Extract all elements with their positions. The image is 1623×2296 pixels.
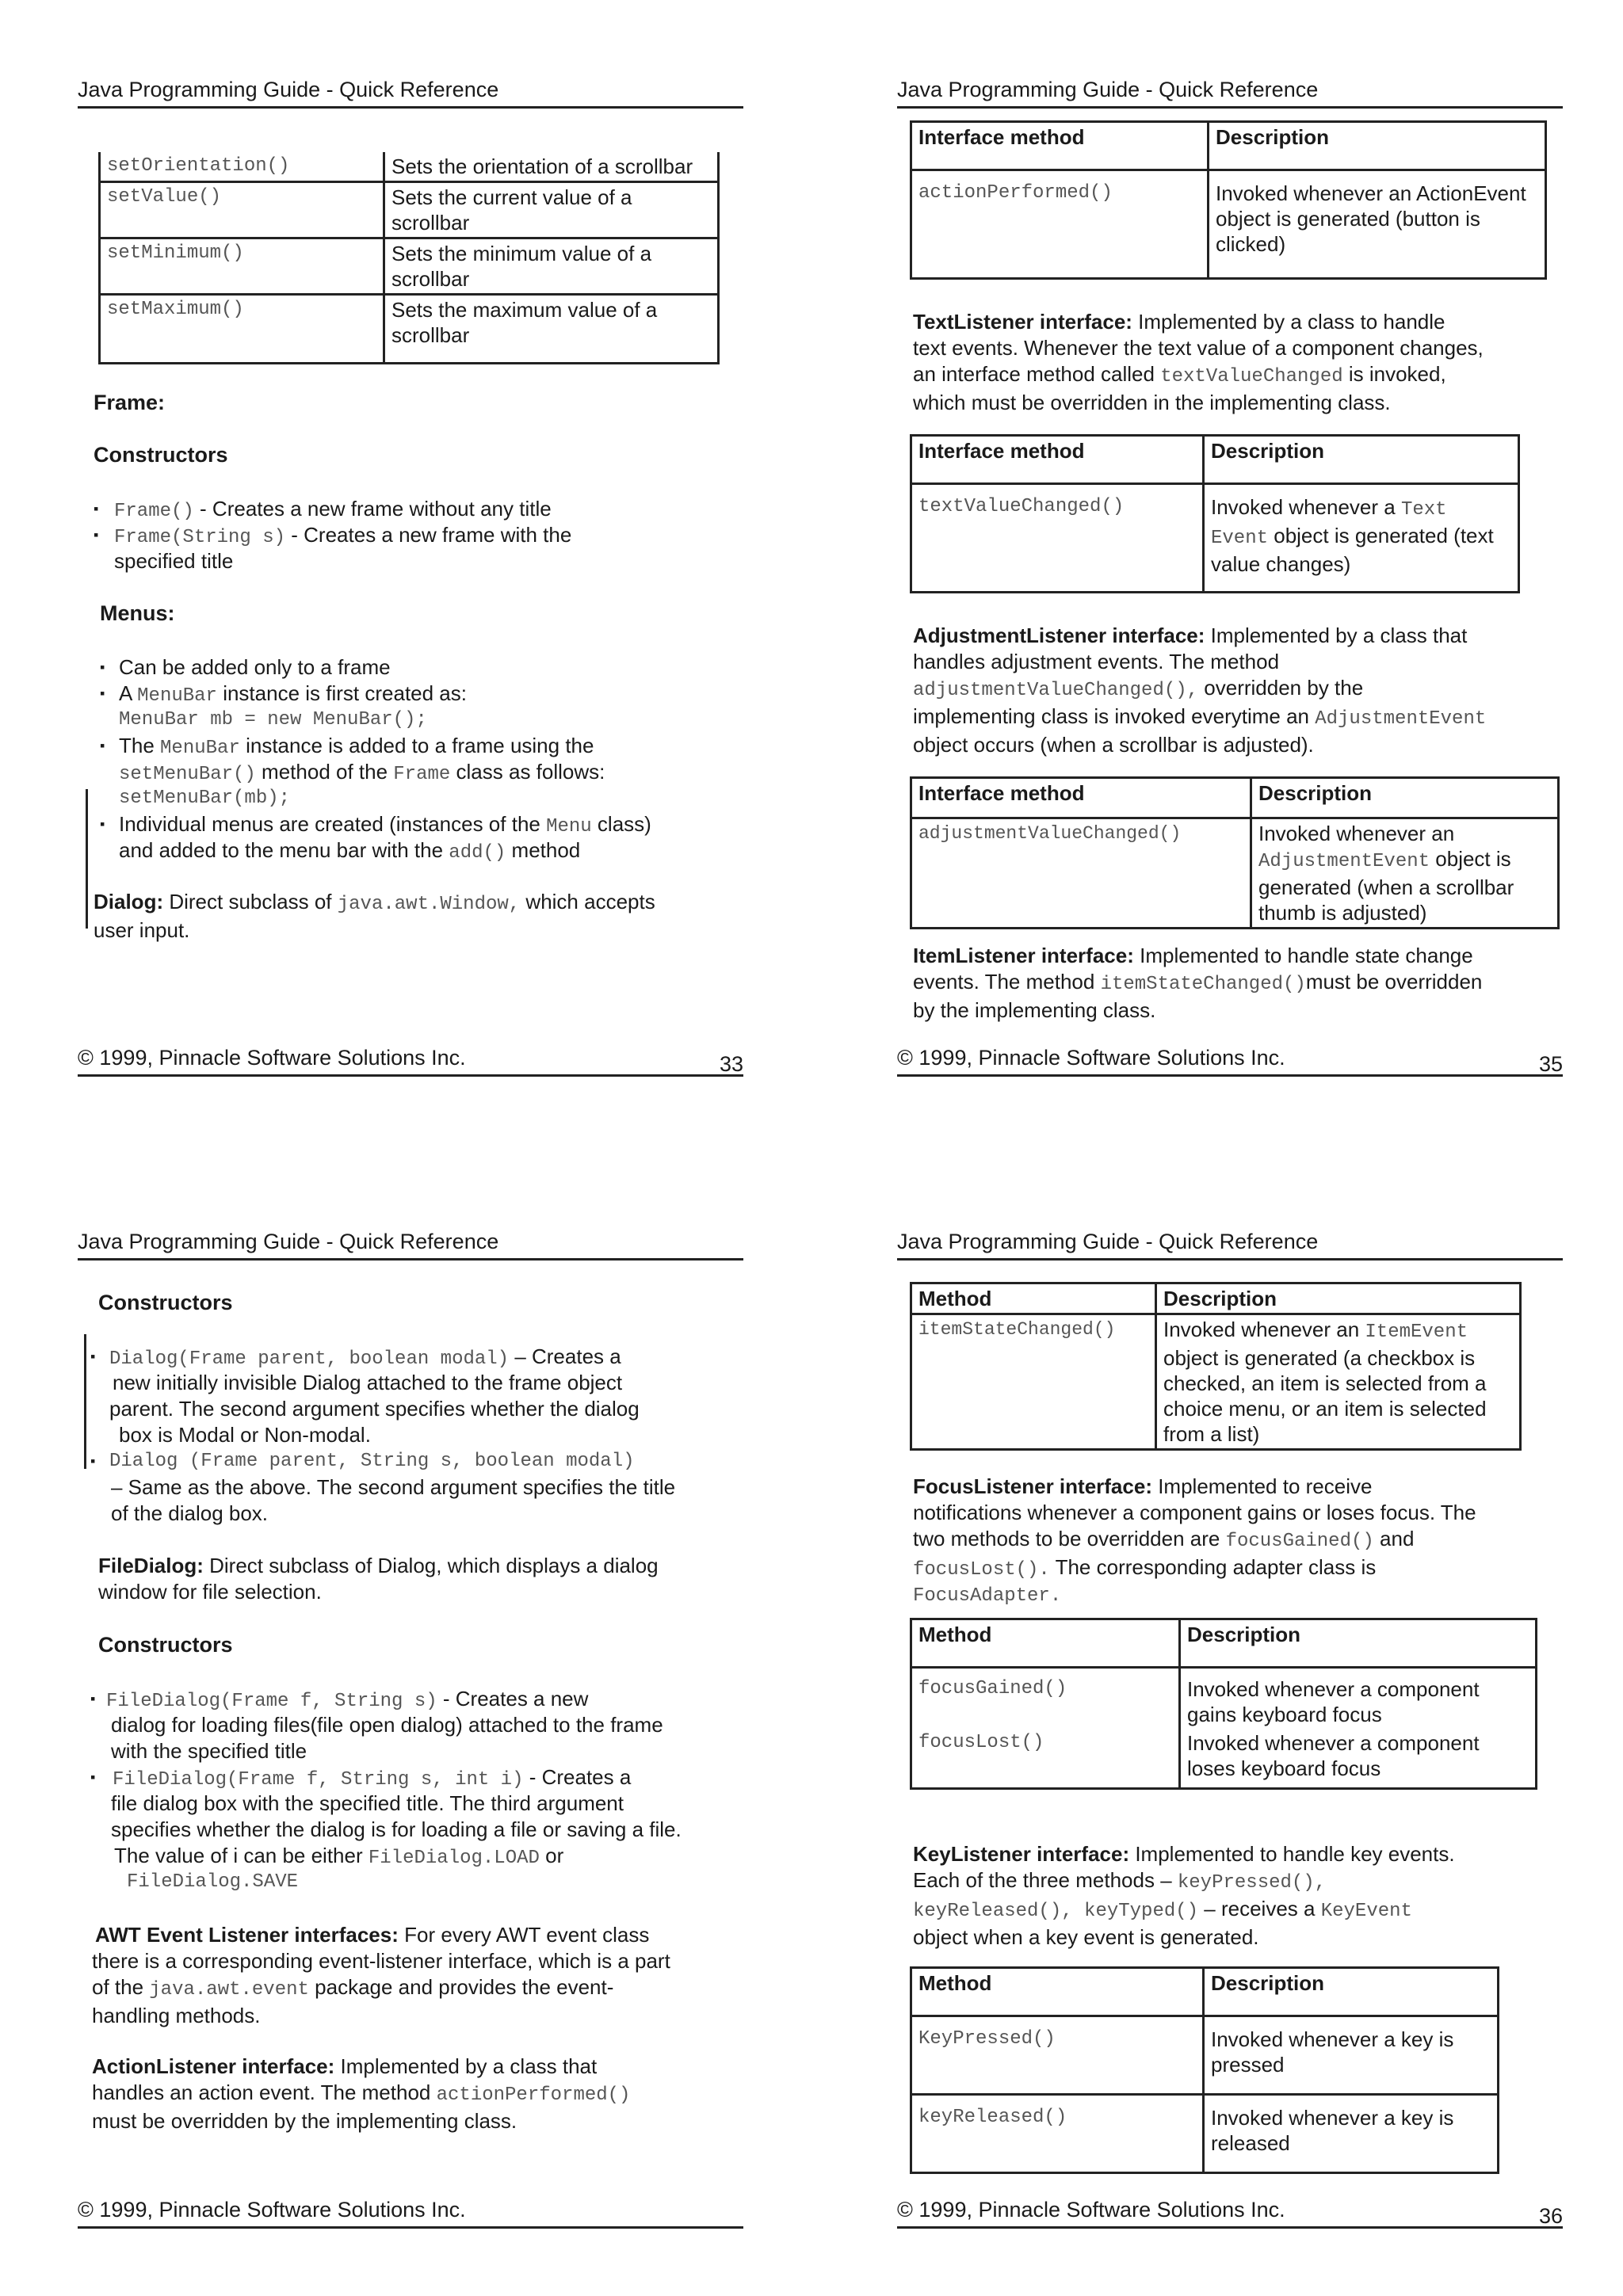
code: AdjustmentEvent [1258,851,1430,872]
code: KeyEvent [1320,1901,1412,1922]
text: an interface method called [913,362,1161,386]
text: - Creates a new frame with the [285,523,572,547]
text: object occurs (when a scrollbar is adjusted). [913,733,1314,757]
text: For every AWT event class [398,1923,650,1947]
column-header: Description [1251,778,1559,818]
text: handling methods. [92,2004,261,2027]
table-row [911,1283,1521,1314]
text: box is Modal or Non-modal. [119,1423,371,1447]
column-header: Interface method [911,778,1251,818]
description-cell: Invoked whenever a key is pressed [1204,2016,1499,2095]
section-title-constructors: Constructors [98,1291,233,1314]
text: - Creates a new [437,1687,589,1711]
table-row [911,122,1546,170]
table-row [100,238,719,295]
text: and added to the menu bar with the [119,838,449,862]
text: there is a corresponding event-listener interface, which is a part [92,1949,670,1973]
bullet-icon: ▪ [100,685,105,701]
code: MenuBar mb = new MenuBar(); [119,709,427,730]
description-cell: Sets the orientation of a scrollbar [384,152,719,182]
section-title-constructors: Constructors [98,1633,233,1657]
text: overridden by the [1198,676,1364,700]
text: package and provides the event- [308,1975,614,1999]
description-cell: Invoked whenever an ActionEvent object is generated (button is clicked) [1209,170,1546,279]
text: Can be added only to a frame [119,655,391,679]
term: Dialog: [94,890,164,913]
text: Implemented by a class to handle [1132,310,1445,334]
key-listener-table [910,1966,1499,2174]
code: setMenuBar() [119,764,256,785]
text: is invoked, [1342,362,1446,386]
method-cell: setMaximum() [100,295,384,364]
bullet-icon: ▪ [90,1691,96,1707]
method-cell: adjustmentValueChanged() [911,818,1251,929]
column-header: Description [1156,1283,1521,1314]
text: two methods to be overridden are [913,1527,1226,1550]
text: class as follows: [450,760,605,784]
code: MenuBar [137,685,217,707]
description-cell: Sets the minimum value of a scrollbar [384,238,719,295]
method-cell: KeyPressed() [911,2016,1204,2095]
table-row [100,295,719,364]
filedialog-paragraph [98,1553,740,1605]
text: method [506,838,581,862]
term: KeyListener interface: [913,1842,1130,1866]
bullet-icon: ▪ [100,738,105,753]
text: A [119,681,138,705]
text: method of the [255,760,394,784]
term: AWT Event Listener interfaces: [95,1923,399,1947]
bullet-icon: ▪ [94,527,99,543]
text: notifications whenever a component gains or loses focus. The [913,1501,1476,1524]
column-header: Description [1204,436,1519,484]
code: FileDialog(Frame f, String s) [106,1691,437,1712]
page-33 [78,76,743,1090]
text-listener-paragraph [913,309,1555,416]
dialog-paragraph [94,889,727,944]
text: Direct subclass of [163,890,338,913]
change-bar [84,1334,86,1469]
code: focusLost(). [913,1559,1050,1581]
column-header: Method [911,1283,1156,1314]
action-listener-table [910,120,1547,280]
section-title-menus: Menus: [100,601,175,625]
page-header: Java Programming Guide - Quick Reference [78,76,743,109]
term: FocusListener interface: [913,1474,1152,1498]
text: The value of i can be either [114,1844,369,1867]
column-header: Method [911,1968,1204,2016]
code: itemStateChanged() [1100,974,1306,995]
adjustment-listener-table [910,776,1560,929]
text: and [1373,1527,1415,1550]
method-cell: itemStateChanged() [911,1314,1156,1450]
copyright: © 1999, Pinnacle Software Solutions Inc. [78,1046,466,1070]
table-row [911,2016,1499,2095]
item-listener-table [910,1282,1522,1451]
column-header: Description [1180,1619,1537,1668]
method-cell: textValueChanged() [911,484,1204,593]
text: must be overridden by the implementing class. [92,2109,517,2133]
text: instance is first created as: [216,681,467,705]
text: file dialog box with the specified title. The third argument [111,1791,624,1815]
list-item [94,522,727,578]
text: - Creates a [523,1765,632,1789]
bullet-icon: ▪ [100,816,105,832]
text: The [119,734,161,757]
text: handles adjustment events. The method [913,650,1280,673]
text: which accepts [520,890,655,913]
text: Invoked whenever an [1163,1318,1365,1341]
code: Menu [546,816,592,837]
text: Implemented by a class that [334,2054,598,2078]
text: new initially invisible Dialog attached to the frame object [113,1371,623,1394]
text: user input. [94,918,190,942]
text: implementing class is invoked everytime an [913,704,1316,728]
page-footer [897,1044,1563,1077]
awt-listener-paragraph [92,1922,742,2029]
description-cell [1204,484,1519,593]
term: TextListener interface: [913,310,1132,334]
page-35 [897,76,1563,1090]
term: FileDialog: [98,1554,204,1577]
text: window for file selection. [98,1580,322,1604]
text: object is generated (text value changes) [1211,524,1494,576]
table-row [911,1314,1521,1450]
text: – Same as the above. The second argument specifies the title [111,1475,676,1499]
code: focusGained() [1225,1531,1374,1552]
page-number: 35 [1538,1052,1563,1076]
method-cell: setValue() [100,182,384,238]
text: must be overridden [1305,970,1483,994]
bullet-icon: ▪ [90,1453,96,1469]
text: instance is added to a frame using the [239,734,594,757]
code: Text Event [1211,499,1447,549]
code: ItemEvent [1365,1322,1468,1343]
term: ItemListener interface: [913,944,1134,967]
bullet-icon: ▪ [90,1769,96,1785]
method-cell: actionPerformed() [911,170,1209,279]
code: FocusAdapter. [913,1585,1062,1607]
code: keyPressed(), [1177,1872,1327,1894]
list-item [100,681,734,733]
description-cell [1156,1314,1521,1450]
table-row [911,484,1519,593]
table-row [911,170,1546,279]
text: events. The method [913,970,1101,994]
code: Frame(String s) [114,527,286,548]
code: java.awt.Window, [337,894,521,915]
code: setMenuBar(mb); [119,788,291,809]
list-item [90,1764,740,1895]
code: Frame() [114,501,194,522]
text: object when a key event is generated. [913,1925,1259,1949]
page-number: 33 [719,1052,743,1076]
text: Individual menus are created (instances of the [119,812,547,836]
page-36 [897,1228,1563,2242]
list-item [100,654,734,681]
table-row [911,818,1559,929]
term: AdjustmentListener interface: [913,624,1205,647]
code: adjustmentValueChanged(), [913,680,1199,701]
action-listener-paragraph [92,2054,742,2134]
page-footer [78,1044,743,1077]
text: Invoked whenever an [1258,822,1455,845]
text: dialog for loading files(file open dialog) attached to the frame [111,1713,663,1737]
column-header: Interface method [911,122,1209,170]
list-item [90,1344,740,1448]
method-cell: keyReleased() [911,2095,1204,2173]
code: FileDialog.LOAD [368,1848,540,1869]
text: Direct subclass of Dialog, which displays a dialog [203,1554,659,1577]
description-cell: Sets the current value of a scrollbar [384,182,719,238]
copyright: © 1999, Pinnacle Software Solutions Inc. [897,2198,1285,2222]
table-row [911,436,1519,484]
text: handles an action event. The method [92,2081,437,2104]
table-row [911,1619,1537,1668]
code: MenuBar [160,738,240,759]
change-bar [86,789,88,929]
list-item [100,733,734,811]
copyright: © 1999, Pinnacle Software Solutions Inc. [78,2198,466,2222]
table-row [100,152,719,182]
text: class) [591,812,651,836]
term: ActionListener interface: [92,2054,335,2078]
text: Invoked whenever a [1211,495,1401,519]
text: by the implementing class. [913,998,1156,1022]
item-listener-paragraph [913,943,1563,1024]
section-title-constructors: Constructors [94,443,228,467]
description-cell: Sets the maximum value of a scrollbar [384,295,719,364]
bullet-icon: ▪ [94,501,99,517]
page-34 [78,1228,743,2242]
table-row [911,1729,1537,1789]
page-number: 36 [1538,2204,1563,2228]
table-row [911,1668,1537,1730]
text: which must be overridden in the implementing class. [913,391,1391,414]
text: or [539,1844,564,1867]
text: specified title [114,549,234,573]
description-cell [1251,818,1559,929]
text: – receives a [1198,1897,1321,1920]
text: Each of the three methods – [913,1868,1178,1892]
text: Implemented to handle state change [1133,944,1473,967]
page-footer [897,2196,1563,2229]
column-header: Description [1204,1968,1499,2016]
method-cell: setOrientation() [100,152,384,182]
column-header: Description [1209,122,1546,170]
code: keyReleased(), keyTyped() [913,1901,1199,1922]
column-header: Interface method [911,436,1204,484]
method-cell: focusGained() [911,1668,1180,1730]
list-item [90,1686,740,1764]
table-row [100,182,719,238]
key-listener-paragraph [913,1841,1563,1951]
code: Frame [393,764,451,785]
description-cell: Invoked whenever a key is released [1204,2095,1499,2173]
page-header: Java Programming Guide - Quick Reference [897,76,1563,109]
list-item [100,811,734,864]
focus-listener-paragraph [913,1474,1555,1609]
page-header: Java Programming Guide - Quick Reference [78,1228,743,1261]
code: textValueChanged [1160,366,1343,387]
page-header: Java Programming Guide - Quick Reference [897,1228,1563,1261]
text: of the dialog box. [111,1501,269,1525]
text: of the [92,1975,150,1999]
description-cell: Invoked whenever a component loses keyboard focus [1180,1729,1537,1789]
text: with the specified title [111,1739,307,1763]
text: The corresponding adapter class is [1049,1555,1377,1579]
text: Implemented by a class that [1205,624,1468,647]
text: text events. Whenever the text value of a component changes, [913,336,1484,360]
text: parent. The second argument specifies whether the dialog [109,1397,640,1421]
method-cell: focusLost() [911,1729,1180,1789]
code: FileDialog.SAVE [127,1871,299,1893]
section-title-frame: Frame: [94,391,166,414]
text: specifies whether the dialog is for loading a file or saving a file. [111,1817,682,1841]
text: – Creates a [509,1344,621,1368]
code: java.awt.event [149,1979,309,2000]
description-cell: Invoked whenever a component gains keyboard focus [1180,1668,1537,1730]
code: AdjustmentEvent [1315,708,1487,730]
column-header: Method [911,1619,1180,1668]
text: - Creates a new frame without any title [193,497,552,521]
page-footer [78,2196,743,2229]
table-row [911,1968,1499,2016]
table-row [911,778,1559,818]
bullet-icon: ▪ [100,659,105,675]
code: Dialog (Frame parent, String s, boolean modal) [109,1451,635,1472]
bullet-icon: ▪ [90,1348,96,1364]
text-listener-table [910,434,1520,593]
text: object is generated (a checkbox is checked, an item is selected from a choice menu, or an item is selected from a list) [1163,1346,1487,1446]
table-row [911,2095,1499,2173]
adjustment-listener-paragraph [913,623,1555,758]
text: Implemented to handle key events. [1129,1842,1455,1866]
code: Dialog(Frame parent, boolean modal) [109,1348,510,1370]
copyright: © 1999, Pinnacle Software Solutions Inc. [897,1046,1285,1070]
text: Implemented to receive [1151,1474,1373,1498]
code: add() [449,842,506,864]
list-item [90,1448,740,1527]
text: object is generated (when a scrollbar thumb is adjusted) [1258,847,1514,925]
focus-listener-table [910,1618,1537,1790]
scrollbar-methods-table [98,152,720,364]
code: FileDialog(Frame f, String s, int i) [113,1769,524,1791]
method-cell: setMinimum() [100,238,384,295]
code: actionPerformed() [436,2084,631,2106]
